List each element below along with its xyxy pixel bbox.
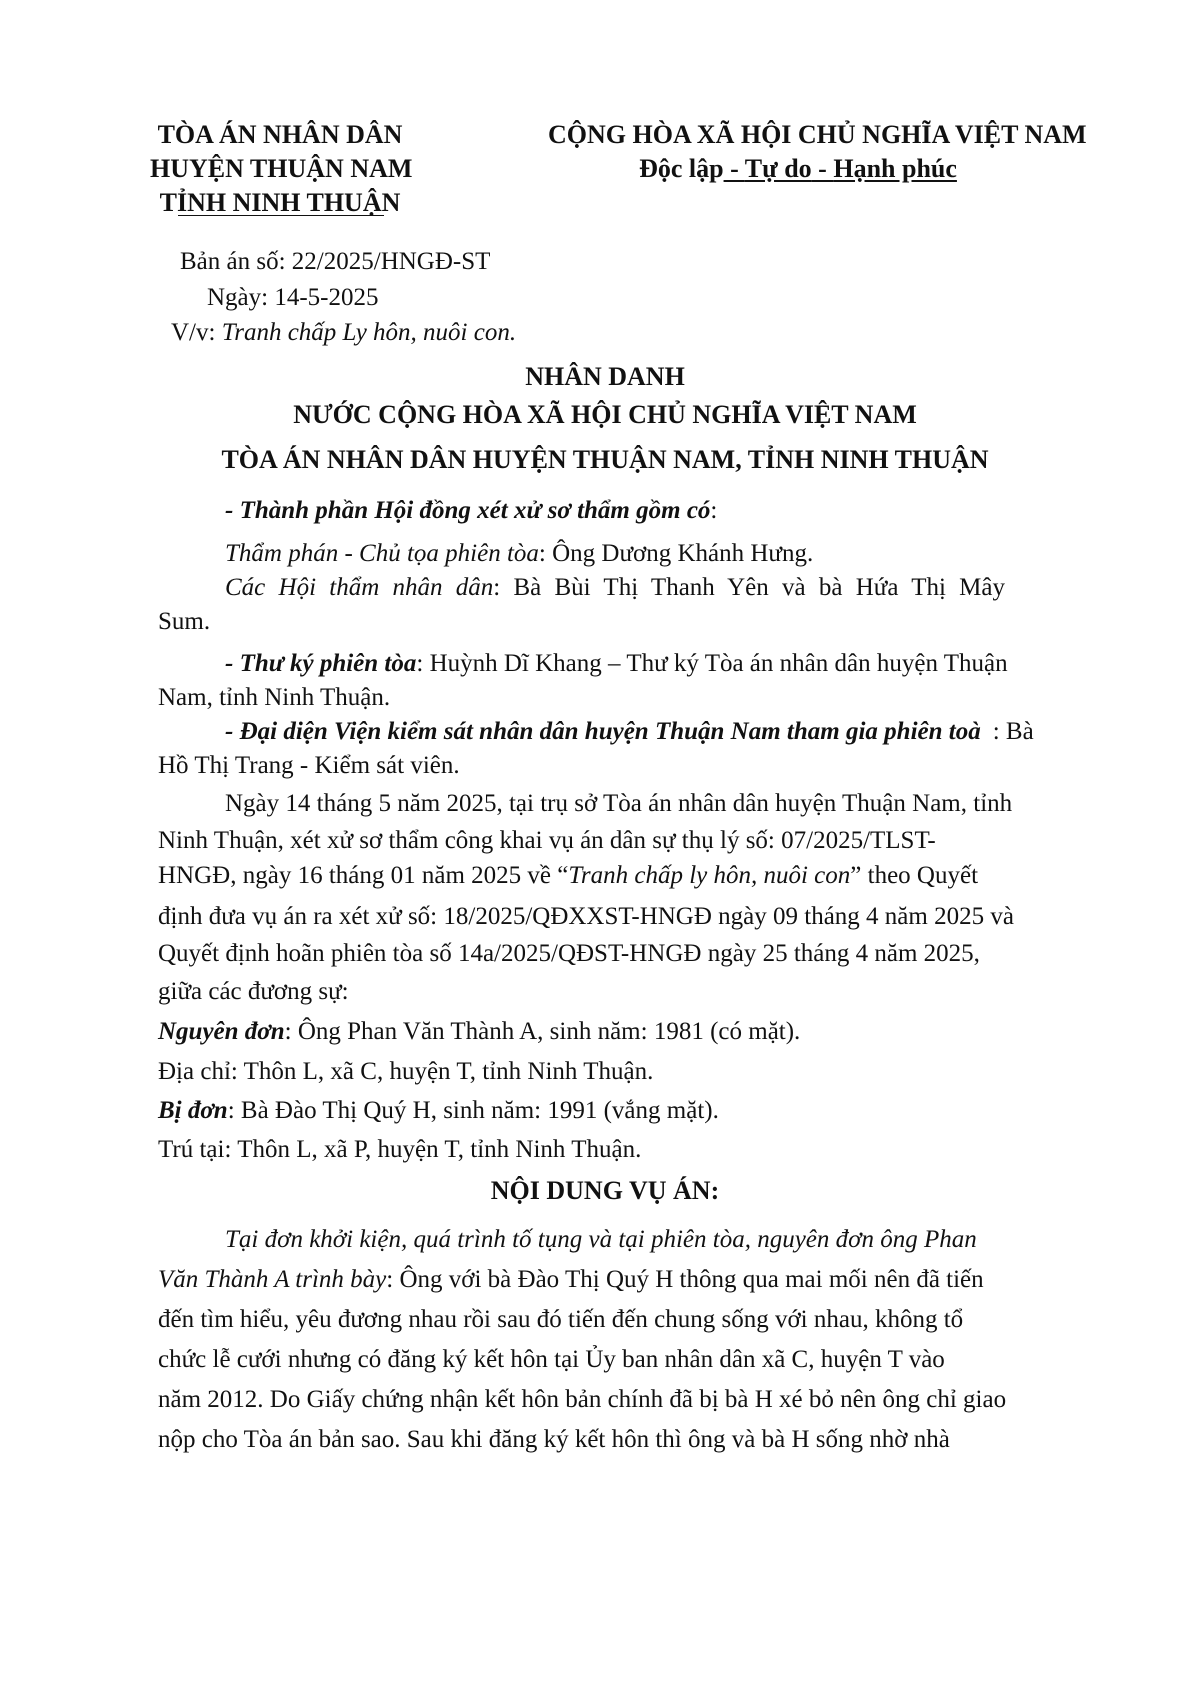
motto-freedom: Tự do: [744, 154, 812, 183]
procuracy-label: - Đại diện Viện kiểm sát nhân dân huyện Thuận Nam tham gia phiên toà: [225, 718, 981, 745]
content-text: : Ông với bà Đào Thị Quý H thông qua mai mối nên đã tiến: [386, 1266, 984, 1293]
hearing-line-6: giữa các đương sự:: [158, 978, 349, 1005]
motto-separator: -: [723, 154, 745, 183]
case-content-heading: NỘI DUNG VỤ ÁN:: [490, 1176, 720, 1205]
content-line-2: [158, 1266, 984, 1294]
court-line-2: HUYỆN THUẬN NAM: [150, 154, 413, 183]
hearing-line-2: Ninh Thuận, xét xử sơ thẩm công khai vụ án dân sự thụ lý số: 07/2025/TLST-: [158, 827, 936, 854]
case-subject-value: Tranh chấp Ly hôn, nuôi con.: [221, 319, 517, 346]
panel-composition: [225, 497, 717, 525]
title-in-the-name: NHÂN DANH: [525, 362, 685, 391]
motto-independence: Độc lập: [639, 154, 724, 183]
hearing-line-1: Ngày 14 tháng 5 năm 2025, tại trụ sở Tòa án nhân dân huyện Thuận Nam, tỉnh: [225, 790, 1013, 817]
nation-title: CỘNG HÒA XÃ HỘI CHỦ NGHĨA VIỆT NAM: [548, 120, 1087, 149]
case-subject-label: V/v:: [171, 319, 222, 346]
clerk-value: : Huỳnh Dĩ Khang – Thư ký Tòa án nhân dân huyện Thuận: [416, 650, 1008, 677]
hearing-case-subject: Tranh chấp ly hôn, nuôi con: [568, 862, 851, 889]
assessors-continued: Sum.: [158, 608, 211, 635]
clerk: [225, 650, 1008, 678]
motto: [548, 152, 1048, 186]
content-intro-end: Văn Thành A trình bày: [158, 1266, 387, 1293]
plaintiff-value: : Ông Phan Văn Thành A, sinh năm: 1981 (có mặt).: [284, 1018, 801, 1045]
court-name-underline: [178, 215, 384, 216]
motto-happiness: Hạnh phúc: [833, 154, 957, 183]
defendant-address: Trú tại: Thôn L, xã P, huyện T, tỉnh Ninh Thuận.: [158, 1136, 642, 1163]
plaintiff-address: Địa chỉ: Thôn L, xã C, huyện T, tỉnh Ninh Thuận.: [158, 1058, 654, 1085]
procuracy: [225, 718, 1034, 746]
clerk-label: - Thư ký phiên tòa: [225, 650, 417, 677]
case-date-label: Ngày:: [207, 284, 275, 311]
content-line-4: chức lễ cưới nhưng có đăng ký kết hôn tại Ủy ban nhân dân xã C, huyện T vào: [158, 1346, 945, 1373]
motto-separator: -: [811, 154, 834, 183]
defendant-label: Bị đơn: [158, 1097, 228, 1124]
assessors: [225, 574, 1005, 602]
judge-value: : Ông Dương Khánh Hưng.: [538, 540, 814, 567]
plaintiff-label: Nguyên đơn: [158, 1018, 285, 1045]
procuracy-continued: Hồ Thị Trang - Kiểm sát viên.: [158, 752, 460, 779]
content-line-6: nộp cho Tòa án bản sao. Sau khi đăng ký kết hôn thì ông và bà H sống nhờ nhà: [158, 1426, 950, 1453]
content-line-3: đến tìm hiểu, yêu đương nhau rồi sau đó tiến đến chung sống với nhau, không tổ: [158, 1306, 964, 1333]
court-name-block: [150, 118, 413, 220]
content-line-5: năm 2012. Do Giấy chứng nhận kết hôn bản chính đã bị bà H xé bỏ nên ông chỉ giao: [158, 1386, 1007, 1413]
court-line-1: TÒA ÁN NHÂN DÂN: [157, 120, 403, 149]
title-nation: NƯỚC CỘNG HÒA XÃ HỘI CHỦ NGHĨA VIỆT NAM: [293, 400, 917, 429]
clerk-continued: Nam, tỉnh Ninh Thuận.: [158, 684, 391, 711]
hearing-text: HNGĐ, ngày 16 tháng 01 năm 2025 về “: [158, 862, 569, 889]
title-court: TÒA ÁN NHÂN DÂN HUYỆN THUẬN NAM, TỈNH NINH THUẬN: [221, 445, 989, 474]
case-number: [180, 244, 490, 280]
hearing-line-5: Quyết định hoãn phiên tòa số 14a/2025/QĐST-HNGĐ ngày 25 tháng 4 năm 2025,: [158, 940, 980, 967]
assessors-label: Các Hội thẩm nhân dân: [225, 574, 494, 601]
procuracy-value: : Bà: [992, 718, 1034, 745]
court-line-3: TỈNH NINH THUẬN: [159, 188, 401, 217]
defendant: [158, 1097, 719, 1125]
hearing-line-4: định đưa vụ án ra xét xử số: 18/2025/QĐXXST-HNGĐ ngày 09 tháng 4 năm 2025 và: [158, 903, 1014, 930]
hearing-line-3: [158, 862, 978, 890]
content-line-1: [225, 1226, 977, 1254]
case-date: [207, 280, 379, 316]
presiding-judge: [225, 540, 813, 568]
colon: :: [710, 497, 718, 524]
national-title-block: [548, 118, 1087, 186]
panel-composition-label: - Thành phần Hội đồng xét xử sơ thẩm gồm có: [225, 497, 711, 524]
hearing-text: ” theo Quyết: [850, 862, 979, 889]
defendant-value: : Bà Đào Thị Quý H, sinh năm: 1991 (vắng mặt).: [227, 1097, 719, 1124]
case-number-label: Bản án số:: [180, 248, 292, 275]
content-intro: Tại đơn khởi kiện, quá trình tố tụng và tại phiên tòa, nguyên đơn ông Phan: [225, 1226, 977, 1253]
case-subject: [171, 315, 516, 351]
case-date-value: 14-5-2025: [274, 284, 379, 311]
judge-label: Thẩm phán - Chủ tọa phiên tòa: [225, 540, 539, 567]
assessors-value: : Bà Bùi Thị Thanh Yên và bà Hứa Thị Mây: [493, 574, 1006, 601]
plaintiff: [158, 1018, 800, 1046]
case-number-value: 22/2025/HNGĐ-ST: [291, 248, 491, 275]
